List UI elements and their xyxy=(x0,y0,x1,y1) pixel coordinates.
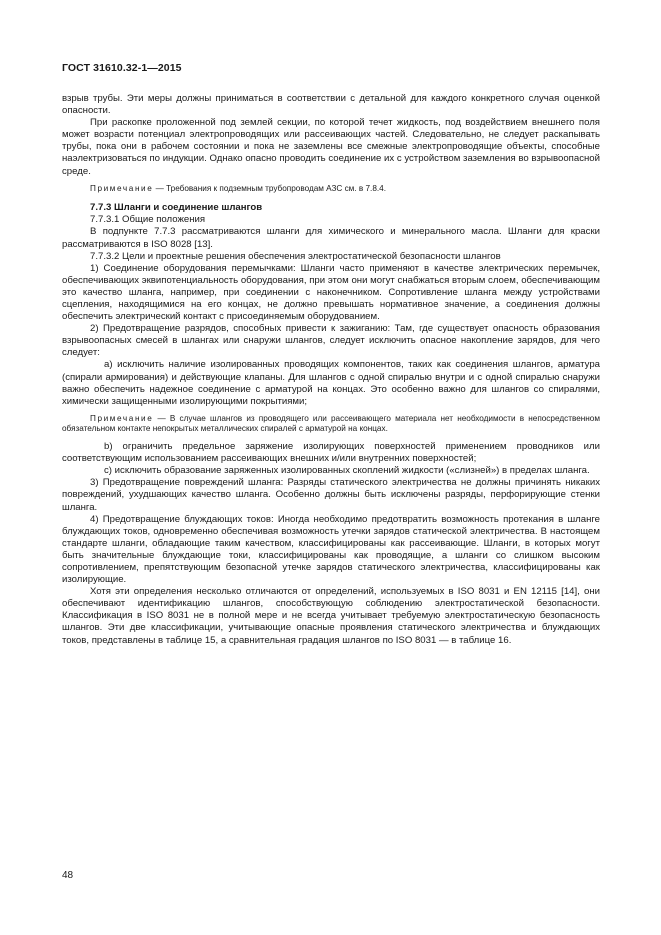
paragraph: Хотя эти определения несколько отличаются от определений, используемых в ISO 8031 и EN 12115 [14], они обеспечивают идентификацию шлангов, способствующую соблюдению электростатической безопасности. Классификация в ISO 8031 не в полной мере и не всегда учитывает требуемую электростатическую безопасность шлангов. Эти две классификации, учитывающие опасные проявления статического электричества и блуждающих токов, представлены в таблице 15, а сравнительная градация шлангов по ISO 8031 — в таблице 16. xyxy=(62,586,600,646)
note xyxy=(62,184,600,195)
page-number: 48 xyxy=(62,870,74,881)
note-label: Примечание xyxy=(90,413,154,423)
subsection-heading: 7.7.3.2 Цели и проектные решения обеспечения электростатической безопасности шлангов xyxy=(90,250,501,262)
paragraph: 2) Предотвращение разрядов, способных привести к зажиганию: Там, где существует опасность образования взрывоопасных смесей в шлангах или снаружи шлангов, следует исключить опасное накопление зарядов, для чего следует: xyxy=(62,323,600,359)
paragraph: взрыв трубы. Эти меры должны приниматься в соответствии с детальной для каждого конкретного случая оценкой опасности. xyxy=(62,93,600,117)
section-heading: 7.7.3 Шланги и соединение шлангов xyxy=(90,202,263,214)
note-text: — Требования к подземным трубопроводам АЗС см. в 7.8.4. xyxy=(153,183,386,193)
paragraph: а) исключить наличие изолированных проводящих компонентов, таких как соединения шлангов, арматура (спирали армирования) и действующие клапаны. Для шлангов с одной спиралью внутри и с одной спиралью снаружи важно обеспечить надежное соединение с арматурой на концах. Это особенно важно для шлангов со спиралями, химически защищенными изолирующими покрытиями; xyxy=(62,359,600,407)
paragraph: 3) Предотвращение повреждений шланга: Разряды статического электричества не должны причинять никаких повреждений, ухудшающих качество шланга. Особенно должны быть исключены разряды, перфорирующие стенки шланга. xyxy=(62,477,600,513)
paragraph: с) исключить образование заряженных изолированных скоплений жидкости («слизней») в пределах шланга. xyxy=(104,465,590,477)
paragraph: b) ограничить предельное заряжение изолирующих поверхностей применением проводников или соответствующим использованием рассеивающих внешних и/или внутренних поверхностей; xyxy=(62,441,600,465)
page-body xyxy=(62,93,600,647)
note xyxy=(62,414,600,435)
subsection-heading: 7.7.3.1 Общие положения xyxy=(90,214,206,226)
paragraph: 1) Соединение оборудования перемычками: Шланги часто применяют в качестве электрических перемычек, обеспечивающих эквипотенциальность оборудования, при этом они могут снабжаться вторым слоем, обеспечивающим это качество шланга, например, при соединении с наконечником. Сопротивление шланга между устройствами сцепления, находящимися на его концах, не должно превышать нормативное значение, а соединения должны обеспечить электрический контакт с присоединяемым оборудованием. xyxy=(62,262,600,323)
paragraph: В подпункте 7.7.3 рассматриваются шланги для химического и минерального масла. Шланги для краски рассматриваются в ISO 8028 [13]. xyxy=(62,226,600,250)
paragraph: 4) Предотвращение блуждающих токов: Иногда необходимо предотвратить возможность протекания в шланге блуждающих токов, одновременно обеспечивая возможность утечки зарядов статической электричества. В настоящем стандарте шланги, обладающие таким качеством, классифицированы как рассеивающие. Шланги, в которых могут быть значительные блуждающие токи, классифицированы как проводящие, а шланги со слишком высоким сопротивлением, препятствующим безопасной утечке зарядов статического электричества, классифицированы как изолирующие. xyxy=(62,513,600,586)
document-header: ГОСТ 31610.32-1—2015 xyxy=(62,62,182,74)
paragraph: При раскопке проложенной под землей секции, по которой течет жидкость, под воздействием внешнего поля может возрасти потенциал электропроводящих или рассеивающих частей. Следовательно, не следует раскапывать трубы, пока они в рабочем состоянии и пока не заземлены все смежные электропроводящие объекты, способные наэлектризоваться по индукции. Однако опасно проводить соединение их с устройством заземления во взрывоопасной среде. xyxy=(62,117,600,177)
note-text: — В случае шлангов из проводящего или рассеивающего материала нет необходимости в непосредственном обязательном контакте непокрытых металлических спиралей с арматурой на концах. xyxy=(62,413,600,434)
note-label: Примечание xyxy=(90,183,154,193)
